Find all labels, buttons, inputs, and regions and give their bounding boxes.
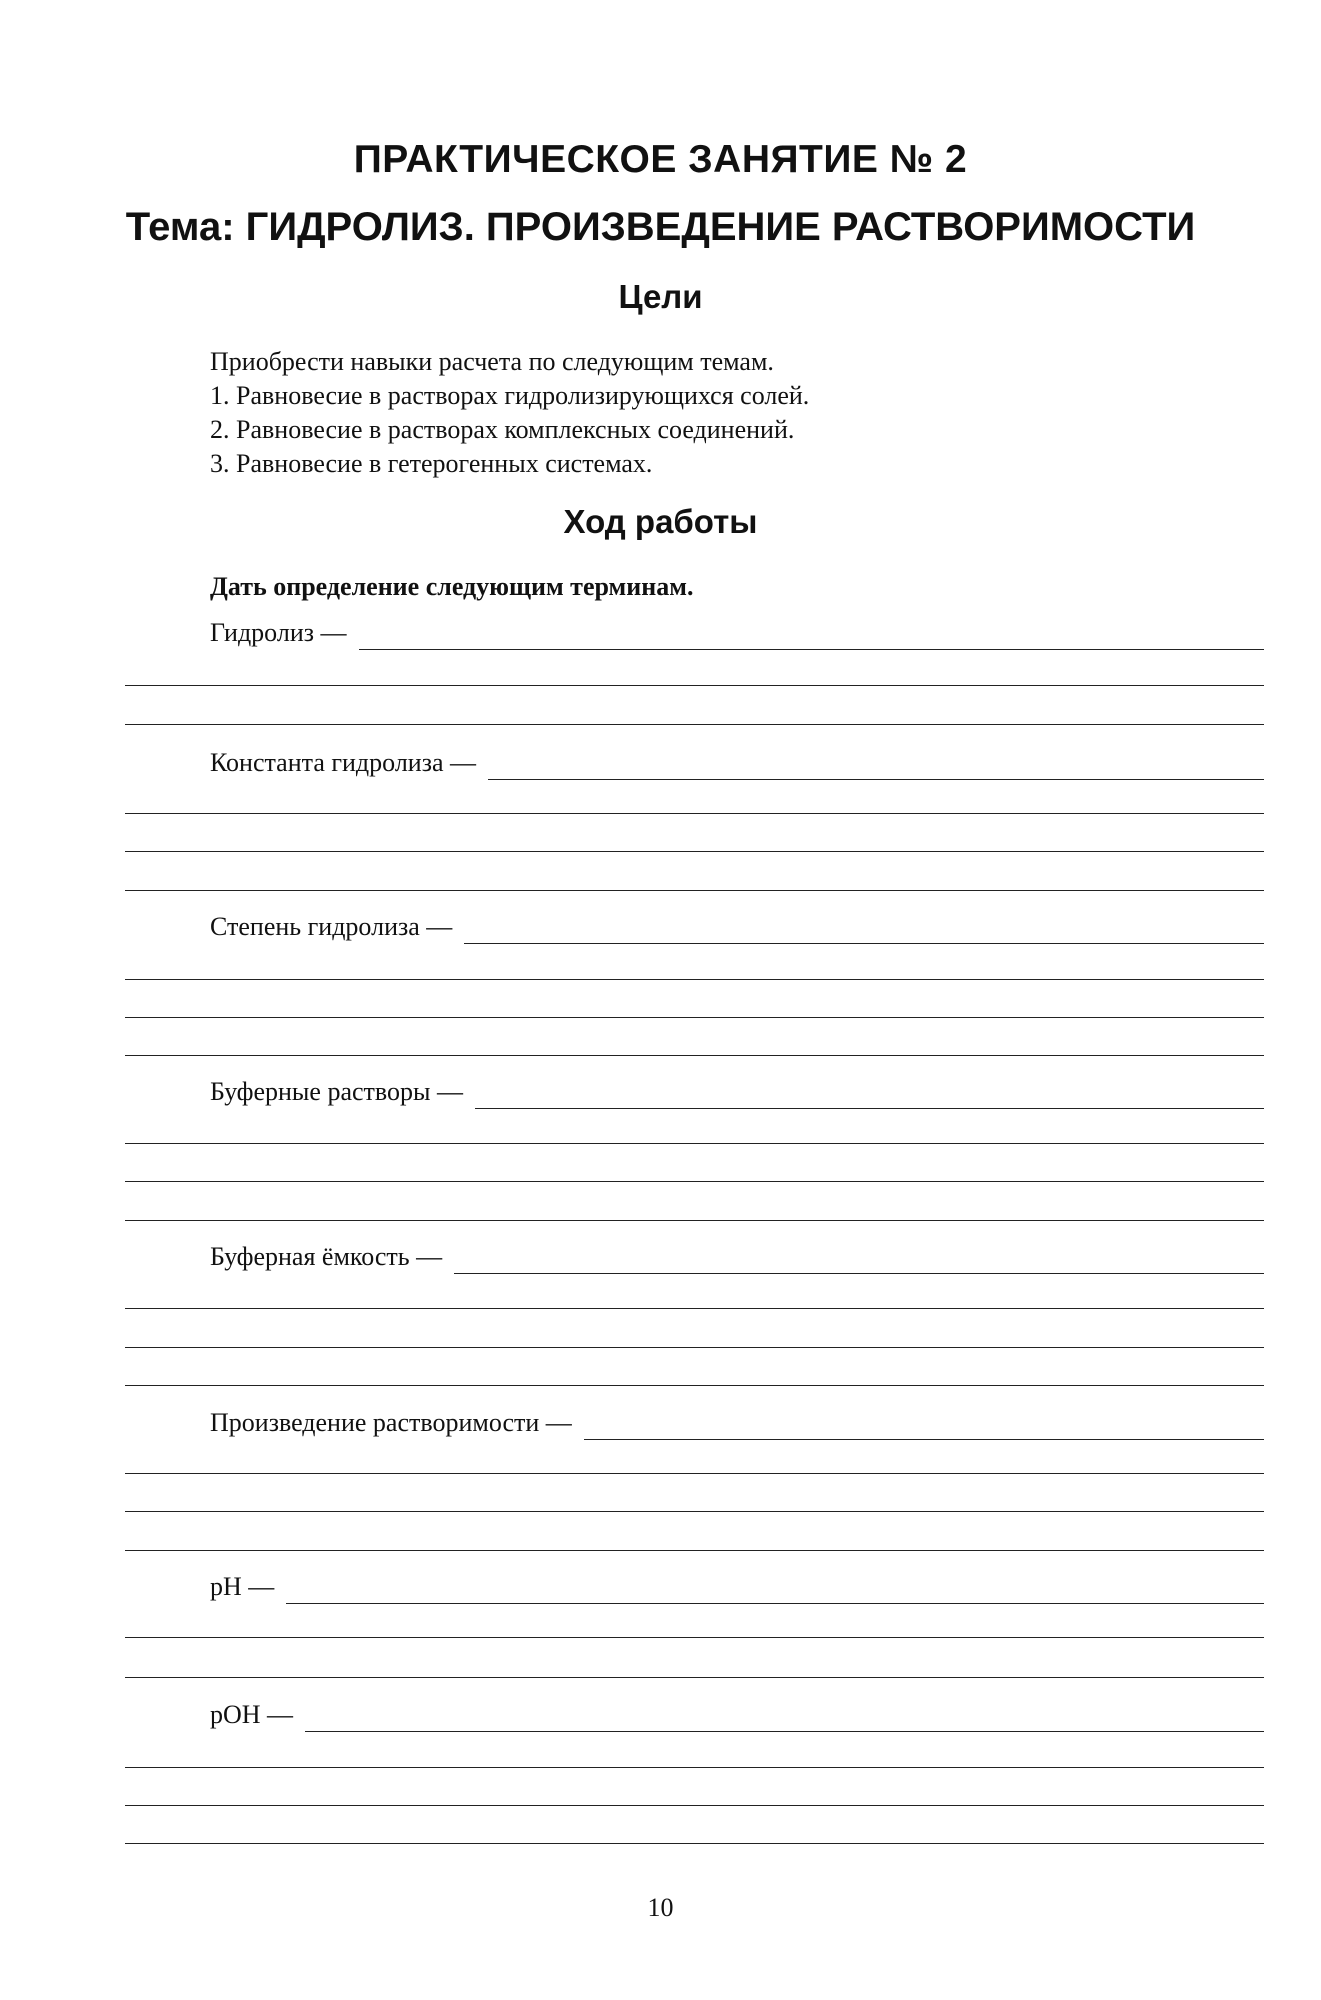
page-title: ПРАКТИЧЕСКОЕ ЗАНЯТИЕ № 2 bbox=[353, 138, 968, 181]
answer-line[interactable] bbox=[125, 1843, 1264, 1844]
term-label: Степень гидролиза — bbox=[210, 912, 453, 941]
answer-line[interactable] bbox=[125, 1181, 1264, 1182]
goals-list bbox=[210, 345, 809, 481]
term-row-poh bbox=[210, 1700, 1264, 1732]
answer-line[interactable] bbox=[454, 1245, 1264, 1274]
answer-line[interactable] bbox=[125, 1805, 1264, 1806]
answer-line[interactable] bbox=[305, 1703, 1264, 1732]
answer-line[interactable] bbox=[125, 813, 1264, 814]
term-row-hydrolysis-constant bbox=[210, 748, 1264, 780]
topic-heading: Тема: ГИДРОЛИЗ. ПРОИЗВЕДЕНИЕ РАСТВОРИМОСТИ bbox=[125, 205, 1196, 249]
answer-line[interactable] bbox=[125, 1017, 1264, 1018]
term-label: pH — bbox=[210, 1572, 275, 1601]
term-label: Буферные растворы — bbox=[210, 1077, 463, 1106]
term-row-hydrolysis bbox=[210, 618, 1264, 650]
answer-line[interactable] bbox=[125, 1385, 1264, 1386]
answer-line[interactable] bbox=[475, 1080, 1264, 1109]
work-heading: Ход работы bbox=[563, 503, 758, 540]
term-row-hydrolysis-degree bbox=[210, 912, 1264, 944]
goals-heading: Цели bbox=[618, 278, 703, 315]
answer-line[interactable] bbox=[125, 1677, 1264, 1678]
goals-intro: Приобрести навыки расчета по следующим темам. bbox=[210, 347, 774, 376]
goal-item: 1. Равновесие в растворах гидролизирующихся солей. bbox=[210, 381, 810, 410]
answer-line[interactable] bbox=[464, 915, 1264, 944]
term-label: Константа гидролиза — bbox=[210, 748, 477, 777]
term-row-buffer-solutions bbox=[210, 1077, 1264, 1109]
page-number: 10 bbox=[647, 1893, 674, 1922]
answer-line[interactable] bbox=[125, 685, 1264, 686]
answer-line[interactable] bbox=[125, 1055, 1264, 1056]
answer-line[interactable] bbox=[125, 1767, 1264, 1768]
goal-item: 3. Равновесие в гетерогенных системах. bbox=[210, 449, 653, 478]
answer-line[interactable] bbox=[125, 1347, 1264, 1348]
goal-item: 2. Равновесие в растворах комплексных соединений. bbox=[210, 415, 795, 444]
answer-line[interactable] bbox=[584, 1411, 1264, 1440]
answer-line[interactable] bbox=[125, 1637, 1264, 1638]
answer-line[interactable] bbox=[125, 1308, 1264, 1309]
answer-line[interactable] bbox=[125, 1473, 1264, 1474]
answer-line[interactable] bbox=[125, 851, 1264, 852]
term-row-solubility-product bbox=[210, 1408, 1264, 1440]
answer-line[interactable] bbox=[488, 751, 1264, 780]
term-row-buffer-capacity bbox=[210, 1242, 1264, 1274]
answer-line[interactable] bbox=[125, 724, 1264, 725]
term-label: Буферная ёмкость — bbox=[210, 1242, 443, 1271]
answer-line[interactable] bbox=[286, 1575, 1264, 1604]
answer-line[interactable] bbox=[359, 621, 1265, 650]
answer-line[interactable] bbox=[125, 1143, 1264, 1144]
answer-line[interactable] bbox=[125, 979, 1264, 980]
term-label: Гидролиз — bbox=[210, 618, 347, 647]
term-row-ph bbox=[210, 1572, 1264, 1604]
answer-line[interactable] bbox=[125, 890, 1264, 891]
term-label: Произведение растворимости — bbox=[210, 1408, 572, 1437]
task-instruction: Дать определение следующим терминам. bbox=[210, 572, 694, 601]
term-label: pOH — bbox=[210, 1700, 294, 1729]
answer-line[interactable] bbox=[125, 1220, 1264, 1221]
answer-line[interactable] bbox=[125, 1511, 1264, 1512]
answer-line[interactable] bbox=[125, 1550, 1264, 1551]
